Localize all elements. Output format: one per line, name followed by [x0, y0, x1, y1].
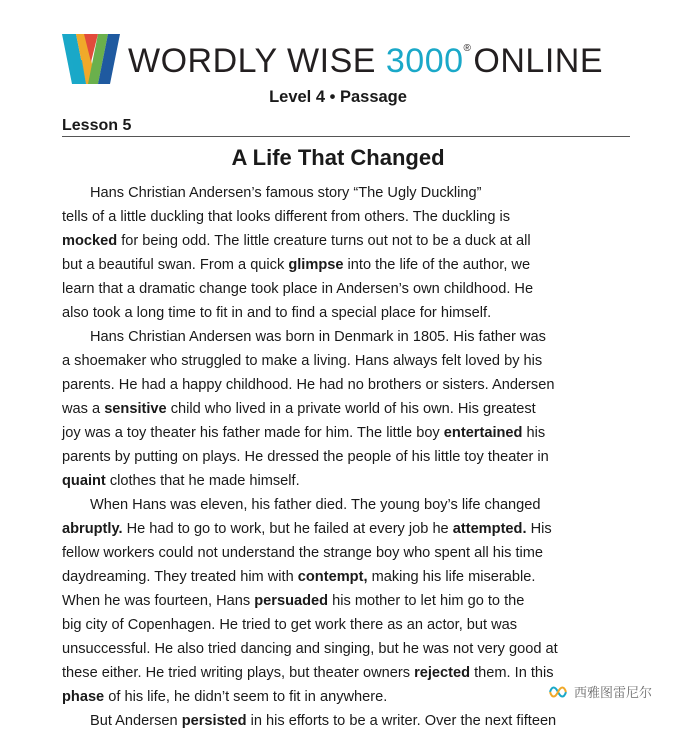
brand-word: WORDLY WISE	[128, 42, 386, 80]
wordly-wise-logo-icon	[62, 30, 120, 88]
header-divider	[62, 136, 630, 137]
passage-line	[62, 301, 637, 325]
passage-title: A Life That Changed	[231, 145, 445, 170]
passage-line	[62, 373, 637, 397]
passage-line	[62, 589, 637, 613]
passage-line	[62, 181, 637, 205]
line-text: them. In this	[470, 665, 554, 681]
line-text: but a beautiful swan. From a quick	[62, 257, 289, 273]
lesson-label: Lesson 5	[62, 117, 132, 134]
line-text: these either. He tried writing plays, but theater owners	[62, 665, 415, 681]
line-text: But Andersen	[90, 713, 182, 729]
watermark	[548, 682, 652, 701]
line-text: unsuccessful. He also tried dancing and singing, but he was not very good at	[62, 641, 558, 657]
vocab-word: rejected	[414, 665, 471, 681]
vocab-word: phase	[62, 689, 105, 705]
vocab-word: mocked	[62, 233, 118, 249]
line-text: of his life, he didn’t seem to fit in anywhere.	[104, 689, 388, 705]
line-text: in his efforts to be a writer. Over the next fifteen	[246, 713, 557, 729]
line-text: joy was a toy theater his father made for him. The little boy	[62, 425, 444, 441]
line-text: his	[522, 425, 546, 441]
brand-header	[62, 30, 603, 88]
passage-line	[62, 541, 637, 565]
line-text: big city of Copenhagen. He tried to get work there as an actor, but was	[62, 617, 518, 633]
passage-line	[62, 565, 637, 589]
passage-body	[62, 181, 637, 733]
passage-line	[62, 349, 637, 373]
line-text: parents. He had a happy childhood. He had no brothers or sisters. Andersen	[62, 377, 555, 393]
level-subtitle: Level 4 • Passage	[269, 88, 407, 106]
line-text: his mother to let him go to the	[328, 593, 525, 609]
line-text: When he was fourteen, Hans	[62, 593, 255, 609]
passage-line	[62, 637, 637, 661]
vocab-word: glimpse	[288, 257, 344, 273]
line-text: learn that a dramatic change took place in Andersen’s own childhood. He	[62, 281, 534, 297]
registered-mark: ®	[463, 43, 472, 54]
line-text: a shoemaker who struggled to make a living. Hans always felt loved by his	[62, 353, 543, 369]
passage-line	[62, 709, 637, 733]
line-text: His	[526, 521, 552, 537]
line-text: parents by putting on plays. He dressed the people of his little toy theater in	[62, 449, 549, 465]
passage-line	[62, 421, 637, 445]
watermark-text: 西雅图雷尼尔	[573, 685, 652, 700]
line-text: He had to go to work, but he failed at every job he	[122, 521, 453, 537]
vocab-word: persuaded	[254, 593, 329, 609]
vocab-word: quaint	[62, 473, 106, 489]
line-text: tells of a little duckling that looks different from others. The duckling is	[62, 209, 511, 225]
wechat-channel-icon	[548, 684, 568, 700]
brand-online: ONLINE	[473, 42, 603, 80]
line-text: child who lived in a private world of his own. His greatest	[166, 401, 536, 417]
line-text: Hans Christian Andersen was born in Denmark in 1805. His father was	[90, 329, 546, 345]
line-text: also took a long time to fit in and to find a special place for himself.	[62, 305, 492, 321]
line-text: Hans Christian Andersen’s famous story “The Ugly Duckling”	[90, 185, 482, 201]
passage-line	[62, 517, 637, 541]
passage-line	[62, 469, 637, 493]
vocab-word: entertained	[443, 425, 523, 441]
vocab-word: persisted	[181, 713, 247, 729]
vocab-word: contempt,	[297, 569, 368, 585]
passage-line	[62, 493, 637, 517]
line-text: When Hans was eleven, his father died. The young boy’s life changed	[90, 497, 541, 513]
line-text: into the life of the author, we	[343, 257, 531, 273]
vocab-word: sensitive	[104, 401, 167, 417]
line-text: daydreaming. They treated him with	[62, 569, 298, 585]
brand-wordmark	[128, 44, 603, 78]
passage-line	[62, 205, 637, 229]
line-text: clothes that he made himself.	[105, 473, 300, 489]
line-text: fellow workers could not understand the strange boy who spent all his time	[62, 545, 544, 561]
passage-line	[62, 277, 637, 301]
vocab-word: abruptly.	[62, 521, 123, 537]
line-text: making his life miserable.	[367, 569, 536, 585]
vocab-word: attempted.	[452, 521, 527, 537]
passage-line	[62, 445, 637, 469]
brand-number: 3000	[385, 42, 464, 80]
passage-line	[62, 253, 637, 277]
line-text: was a	[62, 401, 105, 417]
passage-line	[62, 229, 637, 253]
passage-line	[62, 325, 637, 349]
passage-line	[62, 613, 637, 637]
passage-line	[62, 397, 637, 421]
line-text: for being odd. The little creature turns out not to be a duck at all	[117, 233, 531, 249]
